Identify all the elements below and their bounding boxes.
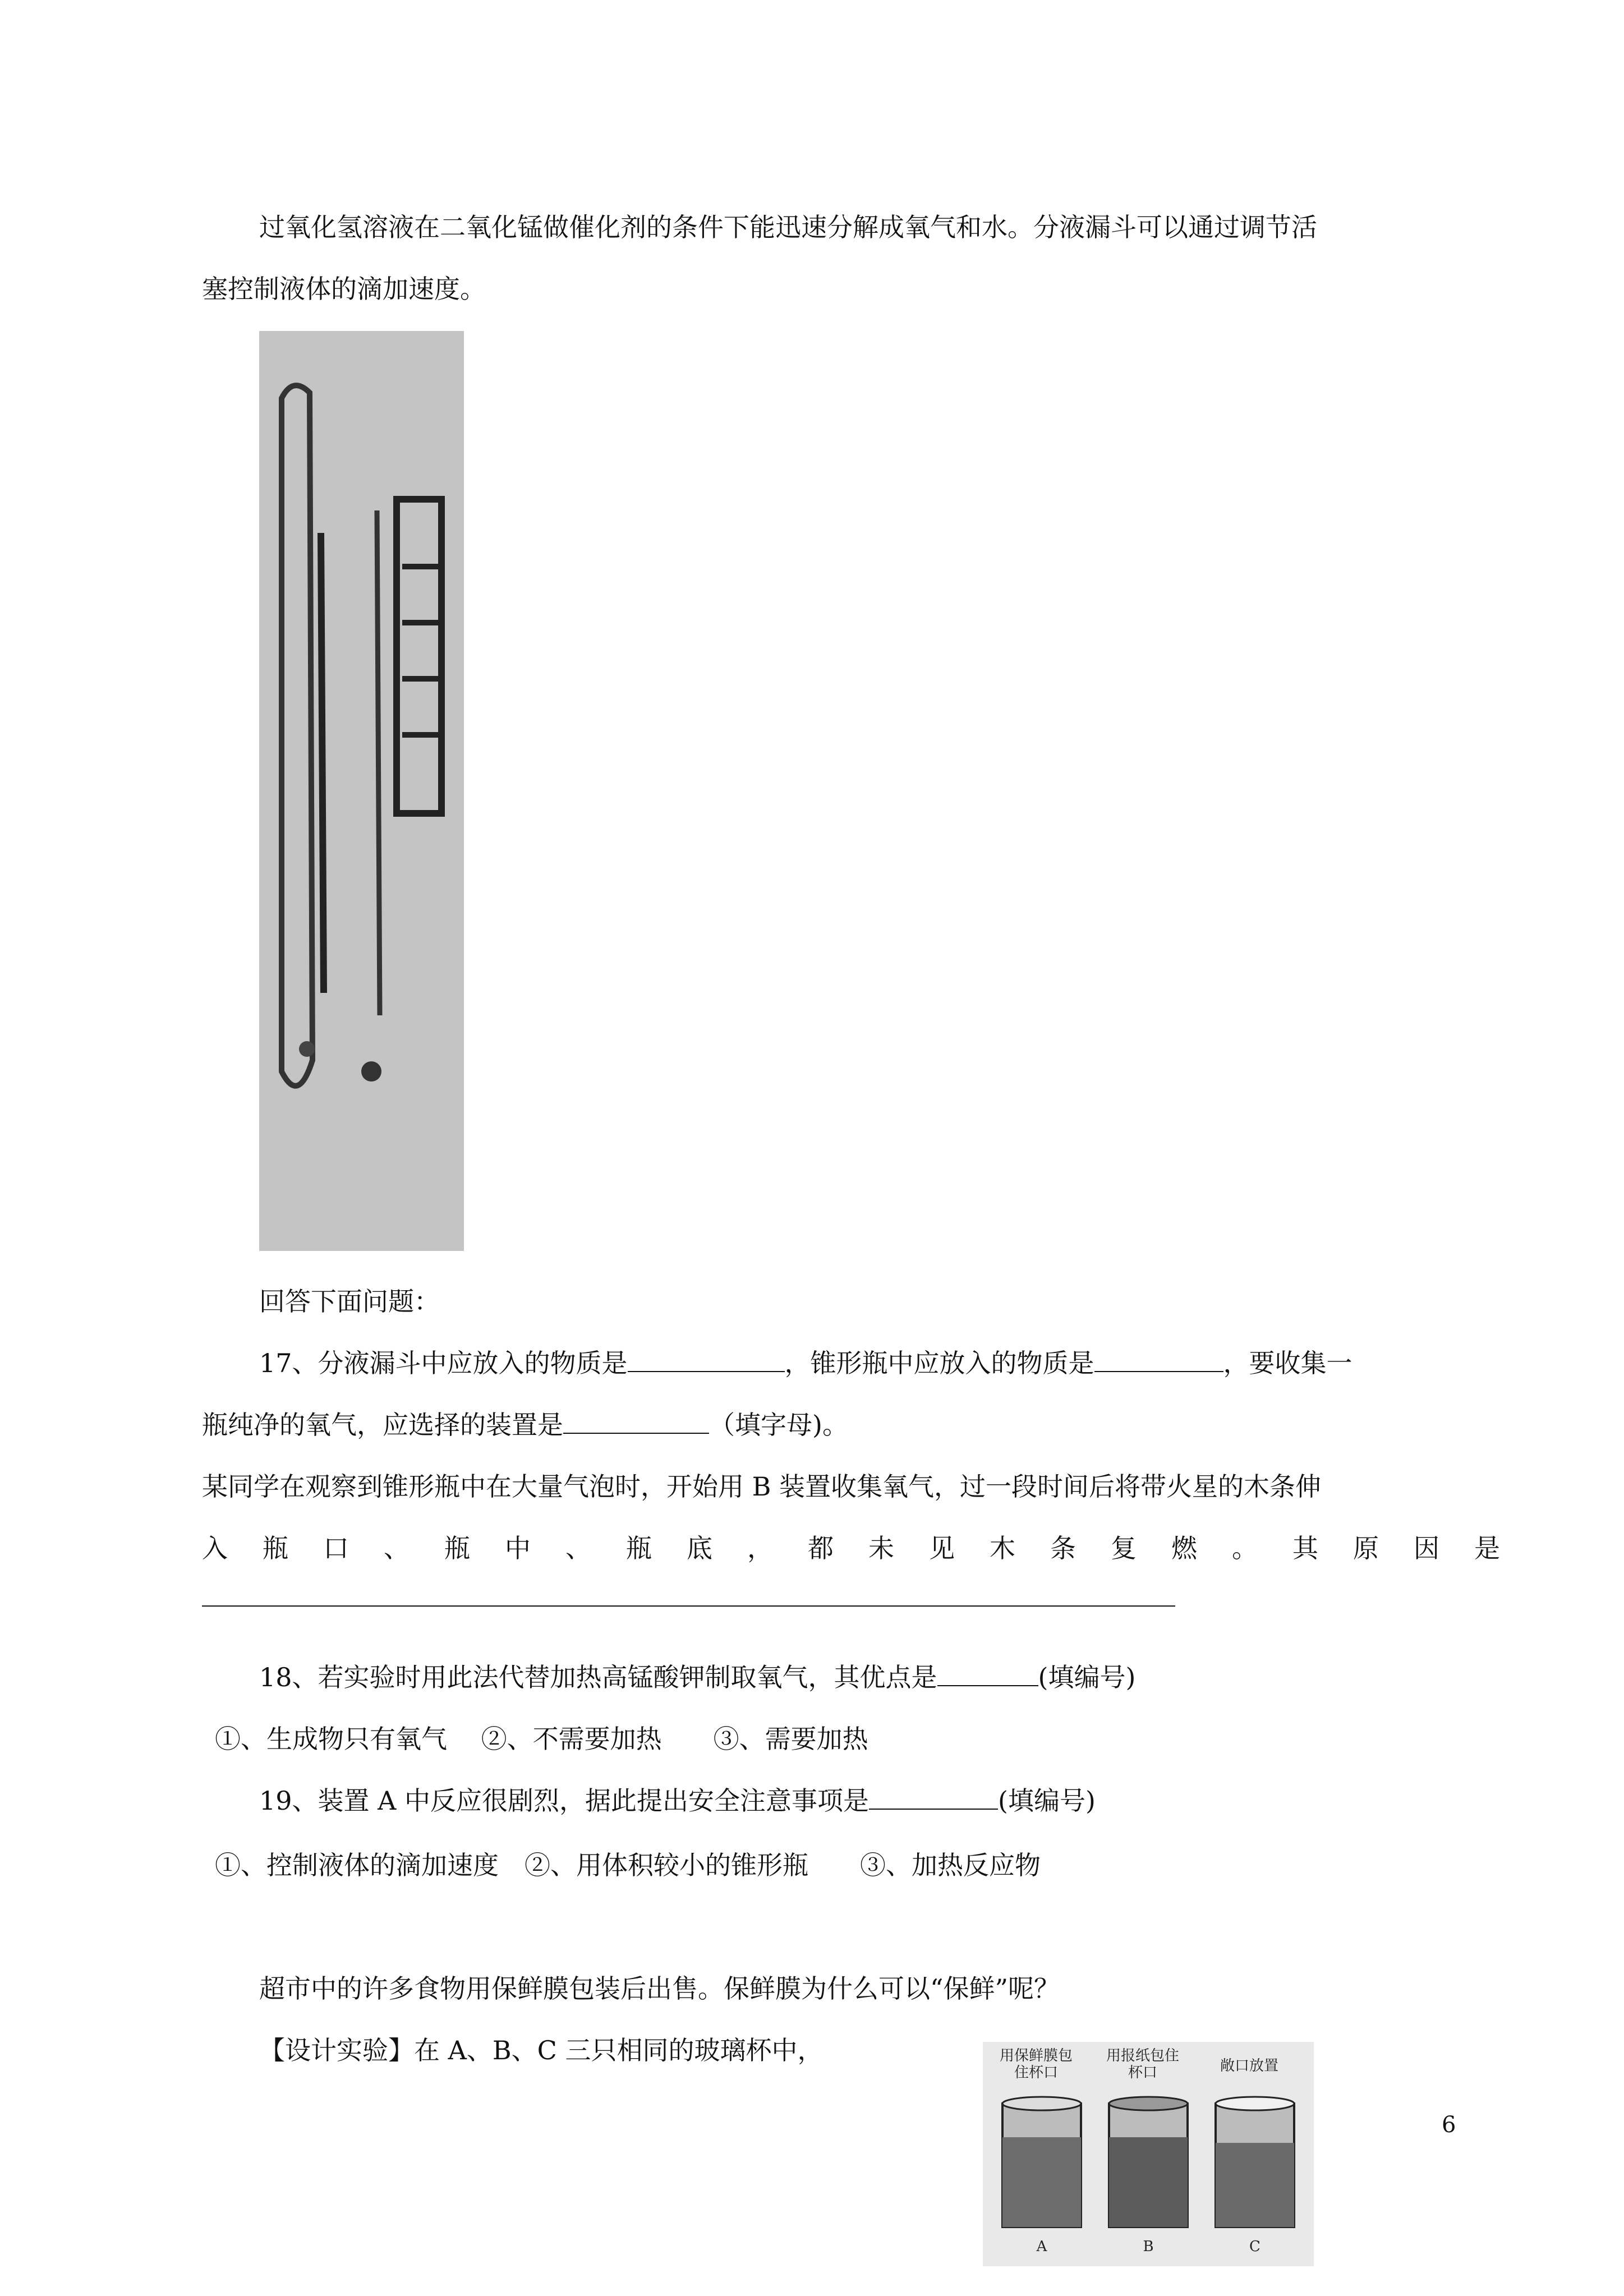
label-cup-c: 敞口放置 [1220,2058,1278,2074]
question-17-line-2 [202,1408,848,1442]
page-number: 6 [1442,2112,1456,2138]
cup-b-icon [1109,2097,1188,2227]
cups-figure [983,2042,1314,2266]
cup-a-icon [1002,2097,1081,2227]
question-17-line-1 [259,1346,1352,1380]
q17-text-1: 17、分液漏斗中应放入的物质是 [259,1348,628,1378]
cup-c-icon [1216,2097,1294,2227]
question-19 [259,1784,1096,1818]
question-18-options: ①、生成物只有氧气 ②、不需要加热 ③、需要加热 [215,1724,868,1754]
design-experiment: 【设计实验】在 A、B、C 三只相同的玻璃杯中， [259,2035,823,2065]
q19-suffix: (填编号) [998,1786,1096,1816]
observation-line-2: 入瓶口、瓶中、瓶底，都未见木条复燃。其原因是 [202,1533,1535,1563]
q17-text-2: ，锥形瓶中应放入的物质是 [784,1348,1094,1378]
label-cup-a: 用保鲜膜包住杯口 [999,2047,1073,2081]
question-19-options: ①、控制液体的滴加速度 ②、用体积较小的锥形瓶 ③、加热反应物 [215,1850,1041,1880]
answer-prompt: 回答下面问题： [259,1286,440,1317]
q17-blank-device[interactable] [563,1408,709,1434]
cup-b-letter: B [1143,2238,1154,2255]
cup-a-letter: A [1036,2238,1047,2255]
q17-text-4: 瓶纯净的氧气，应选择的装置是 [202,1410,563,1440]
q17-blank-funnel[interactable] [628,1346,785,1372]
wrap-intro: 超市中的许多食物用保鲜膜包装后出售。保鲜膜为什么可以“保鲜”呢？ [259,1973,1060,2004]
q18-suffix: (填编号) [1038,1662,1136,1692]
q18-blank[interactable] [937,1660,1038,1686]
q17-blank-flask[interactable] [1094,1346,1223,1372]
cup-c-letter: C [1249,2238,1260,2255]
observation-line-1: 某同学在观察到锥形瓶中在大量气泡时，开始用 B 装置收集氧气，过一段时间后将带火星的木条伸 [202,1471,1322,1502]
q17-text-5: （填字母)。 [709,1410,848,1440]
label-cup-b: 用报纸包住杯口 [1106,2047,1180,2081]
q17-text-3: ，要收集一 [1223,1348,1352,1378]
observation-answer-blank[interactable] [202,1604,1175,1607]
q19-text: 19、装置 A 中反应很剧烈，据此提出安全注意事项是 [259,1786,869,1816]
apparatus-photo [259,331,464,1251]
intro-line-2: 塞控制液体的滴加速度。 [202,274,486,304]
question-18 [259,1660,1135,1694]
q19-blank[interactable] [869,1784,998,1810]
q18-text: 18、若实验时用此法代替加热高锰酸钾制取氧气，其优点是 [259,1662,937,1692]
intro-line-1: 过氧化氢溶液在二氧化锰做催化剂的条件下能迅速分解成氧气和水。分液漏斗可以通过调节活 [259,212,1317,242]
